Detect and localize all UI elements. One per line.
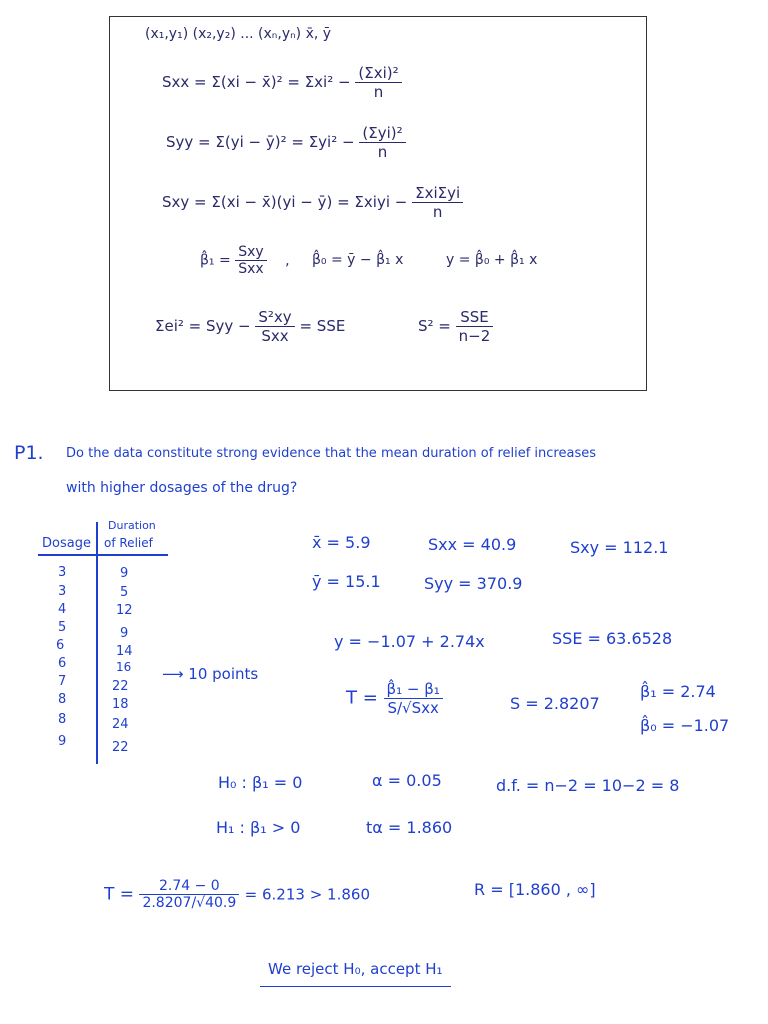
conclusion: We reject H₀, accept H₁	[260, 960, 451, 987]
xbar-value: x̄ = 5.9	[312, 533, 371, 552]
s2-fraction-den: n−2	[458, 327, 491, 345]
sse-formula-lhs: Σei² = Syy −	[155, 317, 251, 335]
syy-value: Syy = 370.9	[424, 574, 523, 593]
relief-cell: 9	[120, 566, 129, 581]
s2-formula-lhs: S² =	[418, 317, 451, 335]
b1-formula-lhs: β̂₁ =	[200, 252, 231, 269]
syy-fraction-num: (Σyi)²	[359, 124, 405, 143]
s2-formula	[418, 308, 493, 345]
sse-fraction-num: S²xy	[255, 308, 294, 327]
t-computation-lhs: T =	[104, 884, 135, 905]
problem-line-2: with higher dosages of the drug?	[66, 480, 298, 496]
sxx-value: Sxx = 40.9	[428, 535, 517, 554]
relief-cell: 9	[120, 626, 129, 641]
b1-fraction-num: Sxy	[235, 244, 266, 261]
null-hypothesis: H₀ : β₁ = 0	[218, 773, 303, 792]
sxx-fraction-num: (Σxi)²	[355, 64, 401, 83]
critical-t-value: tα = 1.860	[366, 818, 453, 837]
t-computation-num: 2.74 − 0	[139, 878, 239, 895]
fitted-line: y = −1.07 + 2.74x	[334, 632, 485, 651]
sxy-fraction-den: n	[432, 203, 443, 221]
dosage-cell: 3	[58, 584, 67, 599]
sxx-fraction-den: n	[373, 83, 384, 101]
relief-cell: 24	[112, 717, 129, 732]
dosage-header: Dosage	[42, 536, 91, 551]
t-computation-den: 2.8207/√40.9	[142, 895, 237, 911]
alternative-hypothesis: H₁ : β₁ > 0	[216, 818, 301, 837]
sxy-formula	[162, 184, 463, 221]
sxy-fraction	[412, 184, 463, 221]
sse-formula	[155, 308, 345, 345]
relief-cell: 22	[112, 679, 129, 694]
s-value: S = 2.8207	[510, 694, 600, 713]
syy-fraction	[359, 124, 405, 161]
ybar-value: ȳ = 15.1	[312, 572, 381, 591]
points-count-note: ⟶ 10 points	[162, 665, 259, 683]
relief-cell: 22	[112, 740, 129, 755]
relief-header-line-1: Duration	[108, 519, 156, 532]
dosage-cell: 7	[58, 674, 67, 689]
sxx-fraction	[355, 64, 401, 101]
sxx-formula	[162, 64, 402, 101]
sxx-formula-lhs: Sxx = Σ(xi − x̄)² = Σxi² −	[162, 73, 351, 91]
t-statistic-formula	[346, 680, 443, 717]
relief-cell: 5	[120, 585, 129, 600]
sxy-fraction-num: ΣxiΣyi	[412, 184, 463, 203]
relief-cell: 18	[112, 697, 129, 712]
s2-fraction	[456, 308, 494, 345]
sse-value: SSE = 63.6528	[552, 629, 673, 648]
syy-formula	[166, 124, 406, 161]
problem-number: P1.	[14, 442, 44, 464]
relief-cell: 12	[116, 603, 133, 618]
b1-fraction	[235, 244, 266, 277]
table-column-divider	[96, 522, 98, 764]
rejection-region: R = [1.860 , ∞]	[474, 880, 596, 899]
b0-formula: β̂₀ = ȳ − β̂₁ x	[312, 252, 404, 268]
relief-header-line-2: of Relief	[104, 536, 153, 550]
t-formula-fraction	[384, 680, 443, 717]
dosage-cell: 8	[58, 712, 67, 727]
t-computation-fraction	[139, 878, 239, 911]
sse-fraction-den: Sxx	[261, 327, 289, 345]
alpha-value: α = 0.05	[372, 771, 442, 790]
t-computation	[104, 878, 370, 911]
relief-cell: 16	[116, 660, 132, 674]
relief-cell: 14	[116, 644, 133, 659]
dosage-cell: 6	[58, 656, 67, 671]
t-formula-den: S/√Sxx	[387, 699, 439, 717]
t-computation-rhs: = 6.213 > 1.860	[244, 885, 370, 904]
sse-fraction	[255, 308, 294, 345]
dosage-cell: 9	[58, 734, 67, 749]
b1-formula: β̂₁ = $\frac{\text{Sxy}}{\text{Sxx}}$ ,	[200, 244, 290, 277]
dosage-cell: 8	[58, 692, 67, 707]
degrees-of-freedom: d.f. = n−2 = 10−2 = 8	[496, 776, 680, 795]
dosage-cell: 4	[58, 602, 67, 617]
b0-value: β̂₀ = −1.07	[640, 716, 730, 735]
syy-fraction-den: n	[377, 143, 388, 161]
sxy-value: Sxy = 112.1	[570, 538, 669, 557]
b1-value: β̂₁ = 2.74	[640, 682, 716, 701]
dosage-cell: 6	[56, 638, 65, 653]
t-formula-num: β̂₁ − β₁	[384, 680, 443, 699]
sse-formula-rhs: = SSE	[299, 317, 346, 335]
dosage-cell: 3	[58, 565, 67, 580]
table-header-rule	[38, 554, 168, 556]
b1-fraction-den: Sxx	[238, 261, 264, 277]
sample-points-header: (x₁,y₁) (x₂,y₂) ... (xₙ,yₙ) x̄, ȳ	[145, 26, 332, 42]
sxy-formula-lhs: Sxy = Σ(xi − x̄)(yi − ȳ) = Σxiyi −	[162, 193, 408, 211]
dosage-cell: 5	[58, 620, 67, 635]
model-formula: y = β̂₀ + β̂₁ x	[446, 252, 538, 268]
syy-formula-lhs: Syy = Σ(yi − ȳ)² = Σyi² −	[166, 133, 355, 151]
t-formula-lhs: T =	[346, 687, 378, 709]
problem-line-1: Do the data constitute strong evidence that the mean duration of relief increases	[66, 446, 596, 461]
s2-fraction-num: SSE	[456, 308, 494, 327]
